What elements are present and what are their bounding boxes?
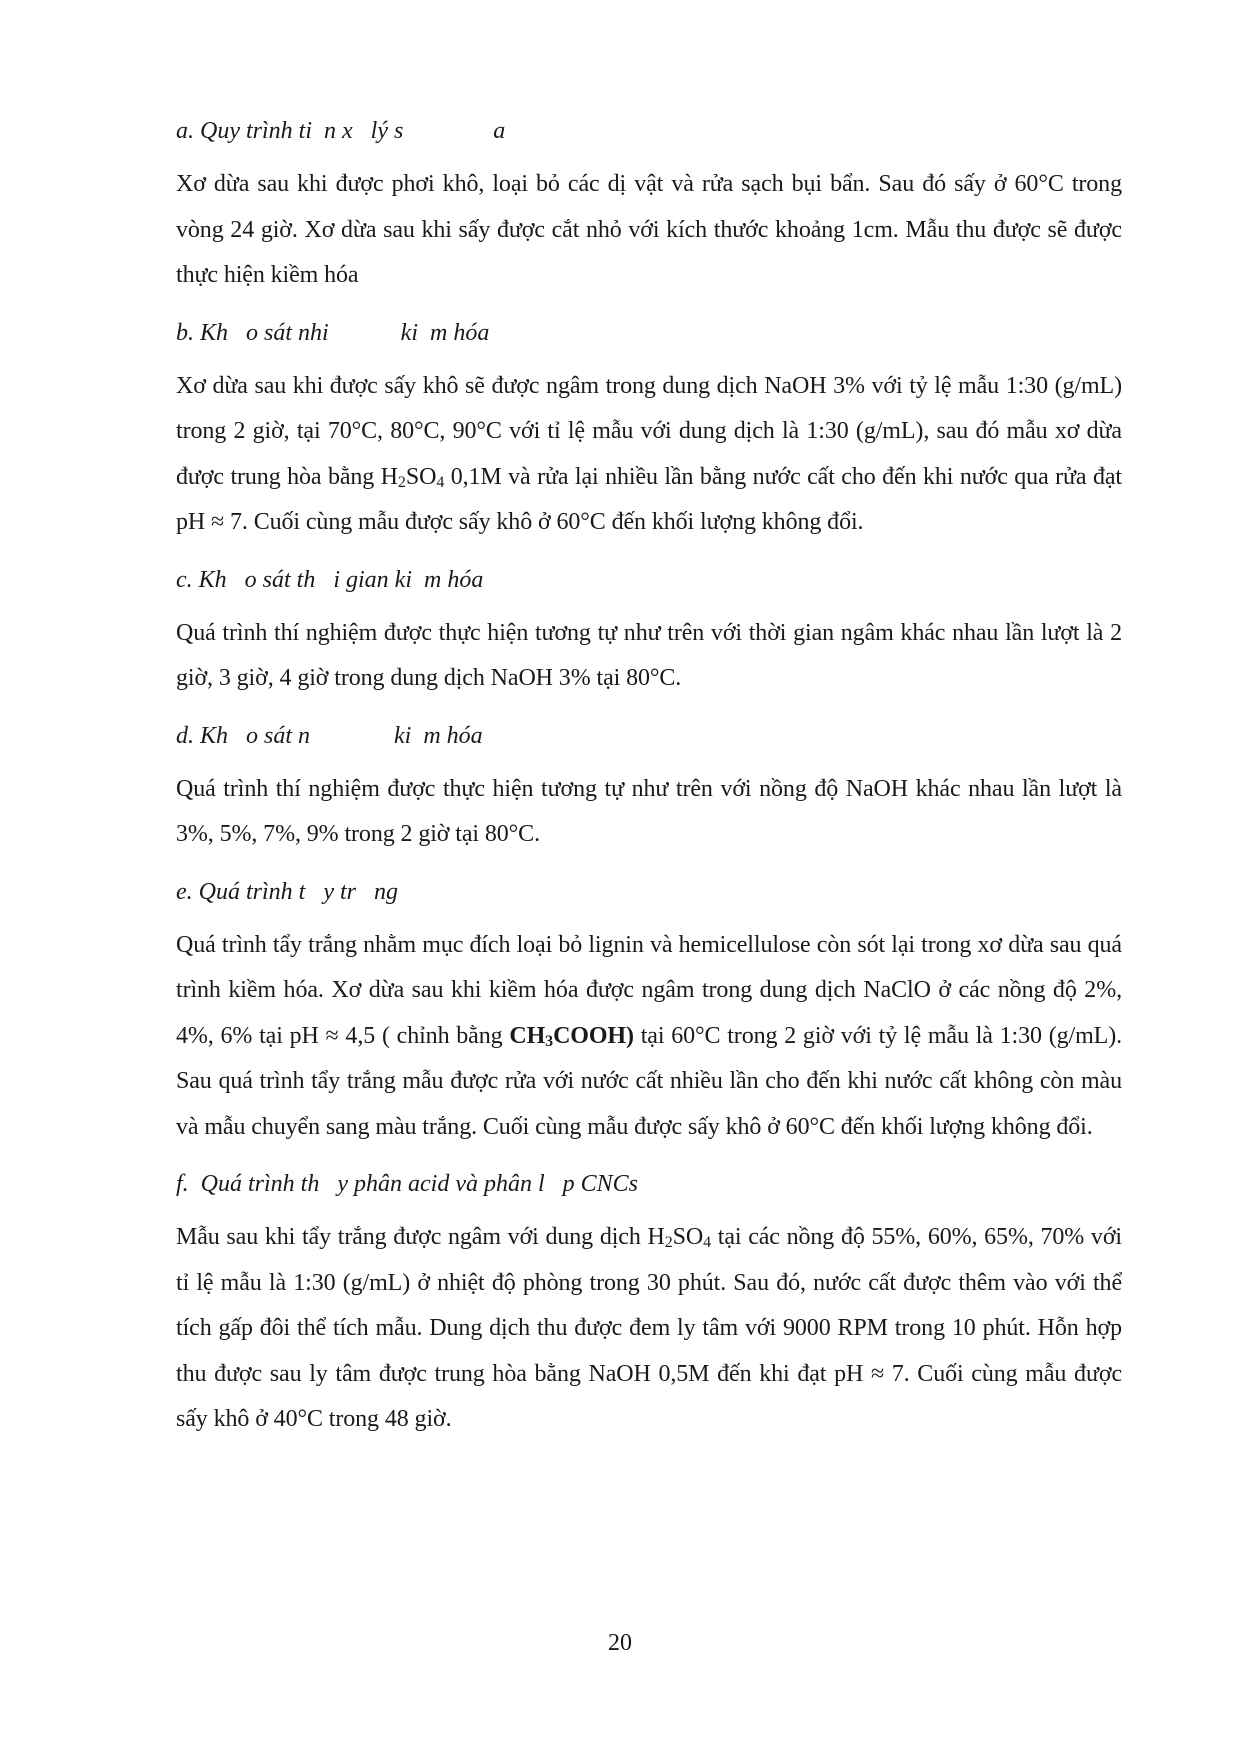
subscript-4: 4 (703, 1234, 712, 1251)
paragraph-b-part-3: 0,1M và rửa lại nhiều lần bằng nước cất cho đến khi nước qua rửa đạt pH ≈ 7. Cuối cùng mẫu được sấy khô ở 60°C đến khối lượng không đổi. (176, 463, 1122, 535)
heading-c: c. Kh o sát th i gian ki m hóa (176, 566, 484, 593)
paragraph-f (176, 1215, 1122, 1443)
paragraph-b-part-1: Xơ dừa sau khi được sấy khô sẽ được ngâm trong dung dịch NaOH 3% với tỷ lệ mẫu 1:30 (g/mL) trong 2 giờ, tại 70°C, 80°C, 90°C với tỉ lệ mẫu với dung dịch là 1:30 (g/mL), sau đó mẫu xơ dừa được trung hòa bằng H (176, 372, 1122, 490)
heading-d: d. Kh o sát n ki m hóa (176, 722, 483, 749)
subscript-2: 2 (664, 1234, 673, 1251)
formula-ch: CH (509, 1022, 546, 1049)
subscript-4: 4 (436, 473, 445, 491)
paragraph-d: Quá trình thí nghiệm được thực hiện tương tự như trên với nồng độ NaOH khác nhau lần lượt là 3%, 5%, 7%, 9% trong 2 giờ tại 80°C. (176, 775, 1122, 847)
subscript-2: 2 (397, 473, 406, 491)
acetic-acid-formula (509, 1023, 634, 1049)
heading-a: a. Quy trình ti n x lý s a (176, 118, 506, 144)
heading-b: b. Kh o sát nhi ki m hóa (176, 319, 490, 346)
paragraph-f-part-2: SO (672, 1224, 704, 1250)
paragraph-b (176, 364, 1122, 546)
paragraph-f-part-1: Mẫu sau khi tẩy trắng được ngâm với dung dịch H (176, 1224, 665, 1250)
paragraph-e-part-1: Quá trình tẩy trắng nhằm mục đích loại bỏ lignin và hemicellulose còn sót lại trong xơ dừa sau quá trình kiềm hóa. Xơ dừa sau khi kiềm hóa được ngâm trong dung dịch NaClO ở các nồng độ 2%, 4%, 6% tại pH ≈ 4,5 ( chỉnh bằng (176, 931, 1122, 1049)
formula-cooh: COOH) (553, 1022, 634, 1049)
paragraph-b-part-2: SO (405, 463, 437, 490)
paragraph-e-part-2: tại 60°C trong 2 giờ với tỷ lệ mẫu là 1:30 (g/mL). Sau quá trình tẩy trắng mẫu được rửa với nước cất nhiều lần cho đến khi nước cất không còn màu và mẫu chuyển sang màu trắng. Cuối cùng mẫu được sấy khô ở 60°C đến khối lượng không đổi. (176, 1022, 1122, 1140)
subscript-3: 3 (545, 1032, 554, 1050)
page-number: 20 (608, 1630, 632, 1656)
heading-e: e. Quá trình t y tr ng (176, 878, 398, 905)
paragraph-e (176, 923, 1122, 1151)
paragraph-f-part-3: tại các nồng độ 55%, 60%, 65%, 70% với tỉ lệ mẫu là 1:30 (g/mL) ở nhiệt độ phòng trong 30 phút. Sau đó, nước cất được thêm vào với thể tích gấp đôi thể tích mẫu. Dung dịch thu được đem ly tâm với 9000 RPM trong 10 phút. Hỗn hợp thu được sau ly tâm được trung hòa bằng NaOH 0,5M đến khi đạt pH ≈ 7. Cuối cùng mẫu được sấy khô ở 40°C trong 48 giờ. (176, 1224, 1122, 1432)
heading-f: f. Quá trình th y phân acid và phân l p CNCs (176, 1171, 638, 1197)
document-page (176, 116, 1122, 1462)
paragraph-c: Quá trình thí nghiệm được thực hiện tương tự như trên với thời gian ngâm khác nhau lần lượt là 2 giờ, 3 giờ, 4 giờ trong dung dịch NaOH 3% tại 80°C. (176, 619, 1122, 691)
paragraph-a: Xơ dừa sau khi được phơi khô, loại bỏ các dị vật và rửa sạch bụi bẩn. Sau đó sấy ở 60°C trong vòng 24 giờ. Xơ dừa sau khi sấy được cắt nhỏ với kích thước khoảng 1cm. Mẫu thu được sẽ được thực hiện kiềm hóa (176, 171, 1122, 288)
